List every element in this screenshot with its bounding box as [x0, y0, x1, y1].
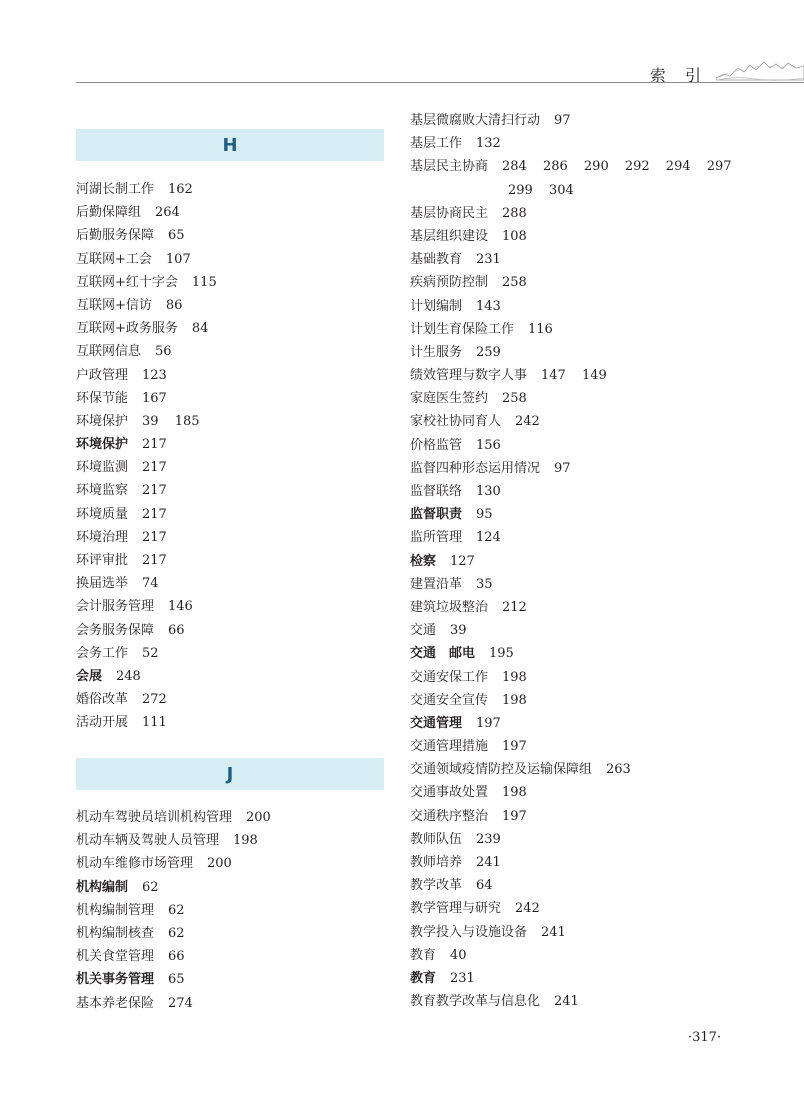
index-term: 交通: [410, 623, 437, 639]
index-page-numbers: 86: [165, 297, 183, 313]
index-page-numbers: 217: [142, 506, 167, 522]
index-page-numbers: 274: [168, 995, 193, 1011]
index-entry: [410, 480, 740, 503]
index-entry: [76, 992, 384, 1015]
index-entry: [410, 781, 740, 804]
index-term: 检察: [410, 553, 437, 569]
index-page-numbers: 217: [142, 553, 167, 568]
index-page-numbers: 167: [142, 390, 167, 406]
index-term: 教师队伍: [410, 831, 463, 847]
index-term: 婚俗改革: [76, 692, 129, 708]
index-term: 机动车驾驶员培训机构管理: [76, 810, 233, 825]
index-page-numbers: 288: [502, 205, 527, 221]
index-page-numbers: 127: [450, 553, 475, 569]
index-term: 河湖长制工作: [76, 182, 155, 197]
index-page-numbers: 130: [476, 484, 501, 499]
index-term: 交通 邮电: [410, 646, 476, 662]
index-page-numbers: 66: [168, 622, 185, 638]
index-term: 家校社协同育人: [410, 414, 502, 430]
index-page-numbers: 197: [502, 739, 527, 755]
index-entry: [410, 944, 740, 967]
index-entry: [410, 295, 740, 318]
index-term: 会务工作: [76, 645, 129, 661]
index-entry: [410, 109, 740, 132]
index-entry: [76, 317, 384, 340]
index-entry: [410, 828, 740, 851]
index-list-h: [76, 178, 384, 735]
index-entry: [410, 179, 740, 202]
index-page-numbers: 64: [476, 878, 493, 894]
index-entry: [410, 364, 740, 387]
index-page-numbers: 66: [168, 949, 185, 965]
index-entry: [410, 642, 740, 665]
index-page-numbers: 111: [142, 715, 167, 731]
index-term: 机关食堂管理: [76, 949, 155, 965]
index-term: 基层工作: [410, 136, 463, 152]
index-term: 交通领域疫情防控及运输保障组: [410, 762, 593, 778]
index-page-numbers: 217: [142, 437, 167, 453]
index-entry: [76, 642, 384, 665]
index-page-numbers: 231: [450, 970, 475, 986]
index-entry: [76, 178, 384, 201]
index-page-numbers: 198: [502, 785, 527, 801]
index-entry: [410, 921, 740, 944]
index-page-numbers: 62: [168, 925, 185, 941]
index-page-numbers: 258: [502, 391, 527, 407]
index-entry: [76, 968, 384, 991]
index-term: 建置沿革: [410, 576, 463, 592]
index-term: 教学投入与设施设备: [410, 924, 528, 940]
index-page-numbers: 284 286 290 292 294 297: [502, 159, 732, 175]
index-entry: [410, 596, 740, 619]
index-page-numbers: 241: [554, 994, 579, 1010]
index-entry: [76, 806, 384, 829]
index-page-numbers: 40: [450, 947, 467, 963]
index-entry: [76, 619, 384, 642]
index-term: 监督职责: [410, 507, 463, 523]
index-page-numbers: 200: [246, 810, 271, 825]
index-term: 教育教学改革与信息化: [410, 994, 541, 1010]
index-term: 互联网+红十字会: [76, 274, 178, 290]
running-header-title: 索 引: [649, 66, 708, 85]
index-term: 环境治理: [76, 529, 129, 545]
index-page-numbers: 56: [155, 344, 172, 360]
index-term: 换届选举: [76, 576, 129, 592]
index-page-numbers: 272: [142, 692, 167, 708]
index-term: 环境监察: [76, 483, 129, 499]
index-term: 基层组织建设: [410, 228, 489, 244]
index-entry: [76, 526, 384, 549]
index-entry: [76, 340, 384, 363]
index-term: 会计服务管理: [76, 599, 155, 615]
index-entry: [76, 456, 384, 479]
index-entry: [76, 387, 384, 410]
index-term: 教师培养: [410, 855, 463, 870]
index-entry: [76, 271, 384, 294]
index-entry: [410, 503, 740, 526]
index-term: 环境质量: [76, 506, 129, 522]
index-page-numbers: 147 149: [541, 368, 607, 384]
index-page-numbers: 143: [476, 298, 501, 314]
index-page-numbers: 217: [142, 483, 167, 499]
index-term: 机关事务管理: [76, 972, 155, 988]
index-page-numbers: 258: [502, 275, 527, 291]
index-term: 环境监测: [76, 460, 129, 476]
index-page-numbers: 116: [528, 321, 553, 337]
index-list-j-continued: [410, 109, 740, 1013]
index-term: 后勤保障组: [76, 205, 142, 221]
index-page-numbers: 200: [207, 856, 232, 872]
index-page-numbers: 107: [165, 251, 191, 267]
index-term: 疾病预防控制: [410, 275, 489, 291]
index-page-numbers: 123: [142, 367, 167, 383]
index-page-numbers: 95: [476, 507, 493, 523]
index-term: 教育: [410, 970, 437, 986]
index-term: 家庭医生签约: [410, 391, 489, 407]
index-entry: [410, 318, 740, 341]
index-page-numbers: 124: [476, 530, 501, 546]
index-entry: [410, 387, 740, 410]
index-term: 互联网信息: [76, 344, 142, 360]
index-entry: [410, 434, 740, 457]
index-page-numbers: 84: [191, 321, 209, 337]
index-entry: [410, 271, 740, 294]
index-entry: [410, 712, 740, 735]
index-term: 户政管理: [76, 367, 129, 383]
index-page-numbers: 299 304: [508, 182, 574, 198]
index-term: 后勤服务保障: [76, 228, 155, 244]
index-entry: [76, 479, 384, 502]
index-page-numbers: 195: [489, 646, 514, 662]
index-term: 计划生育保险工作: [410, 321, 515, 337]
index-entry: [410, 132, 740, 155]
index-page-numbers: 97: [554, 460, 571, 476]
index-term: 环境保护: [76, 413, 129, 429]
index-term: 交通安全宣传: [410, 692, 489, 708]
index-entry: [410, 666, 740, 689]
index-entry: [76, 899, 384, 922]
header-divider: [76, 82, 804, 83]
index-term: 教育: [410, 947, 437, 963]
index-term: 会展: [76, 668, 103, 684]
index-term: 互联网+工会: [76, 251, 152, 267]
index-term: 交通事故处置: [410, 785, 489, 801]
index-entry: [410, 550, 740, 573]
index-entry: [76, 595, 384, 618]
index-term: 会务服务保障: [76, 622, 155, 638]
index-page-numbers: 212: [502, 599, 527, 615]
index-term: 交通管理措施: [410, 739, 489, 755]
section-header-h: H: [76, 129, 384, 161]
index-term: 机构编制管理: [76, 902, 155, 918]
index-term: 环保节能: [76, 390, 129, 406]
index-page-numbers: 217: [142, 529, 167, 545]
index-term: 互联网+信访: [76, 297, 152, 313]
index-page-numbers: 162: [168, 182, 193, 197]
index-page-numbers: 156: [476, 437, 501, 453]
index-term: 交通管理: [410, 715, 463, 731]
index-page-numbers: 62: [142, 879, 159, 895]
index-entry: [410, 248, 740, 271]
index-entry: [76, 294, 384, 317]
index-entry: [410, 874, 740, 897]
index-term: 基层协商民主: [410, 205, 489, 221]
index-entry: [410, 202, 740, 225]
index-term: 教学管理与研究: [410, 901, 502, 917]
index-page-numbers: 108: [502, 228, 527, 244]
index-page-numbers: 62: [168, 902, 185, 918]
index-entry: [76, 364, 384, 387]
index-page-numbers: 264: [155, 205, 180, 221]
index-page-numbers: 242: [515, 414, 540, 430]
index-term: 基层微腐败大清扫行动: [410, 113, 541, 128]
index-entry: [410, 341, 740, 364]
page-number: ·317·: [688, 1030, 722, 1045]
index-term: 基层民主协商: [410, 159, 489, 175]
index-term: 监所管理: [410, 530, 463, 546]
index-page-numbers: 242: [515, 901, 540, 917]
section-header-j: J: [76, 758, 384, 790]
index-page-numbers: 197: [476, 715, 501, 731]
index-term: 监督四种形态运用情况: [410, 460, 541, 476]
index-page-numbers: 259: [476, 344, 501, 360]
index-entry: [410, 225, 740, 248]
index-page-numbers: 198: [233, 833, 258, 849]
index-entry: [410, 619, 740, 642]
index-page-numbers: 198: [502, 692, 527, 708]
index-term: 监督联络: [410, 484, 463, 499]
index-term: 互联网+政务服务: [76, 321, 178, 337]
index-term: 计生服务: [410, 344, 463, 360]
index-entry: [410, 410, 740, 433]
index-entry: [76, 549, 384, 572]
index-page-numbers: 39: [450, 623, 467, 639]
index-entry: [410, 758, 740, 781]
index-term: 建筑垃圾整治: [410, 599, 489, 615]
index-entry: [410, 805, 740, 828]
index-list-j: [76, 806, 384, 1015]
index-page-numbers: 35: [476, 576, 493, 592]
index-entry: [76, 922, 384, 945]
index-entry: [76, 433, 384, 456]
index-page-numbers: 231: [476, 252, 501, 268]
index-page-numbers: 239: [476, 831, 501, 847]
index-entry: [410, 457, 740, 480]
landscape-decoration-icon: [716, 56, 804, 84]
index-entry: [76, 829, 384, 852]
index-entry: [76, 665, 384, 688]
index-term: 机构编制核查: [76, 925, 155, 941]
index-page-numbers: 52: [142, 645, 159, 661]
index-page-numbers: 217: [142, 460, 167, 476]
index-term: 机动车辆及驾驶人员管理: [76, 833, 220, 849]
index-page-numbers: 146: [168, 599, 193, 615]
index-term: 教学改革: [410, 878, 463, 894]
index-entry: [410, 851, 740, 874]
index-entry: [410, 735, 740, 758]
index-page-numbers: 65: [168, 228, 185, 244]
index-term: 环评审批: [76, 553, 129, 568]
index-term: 活动开展: [76, 715, 129, 731]
index-page-numbers: 263: [606, 762, 631, 778]
index-page-numbers: 39 185: [142, 413, 200, 429]
index-page-numbers: 197: [502, 808, 527, 824]
index-entry: [410, 526, 740, 549]
index-page-numbers: 65: [168, 972, 185, 988]
index-term: 机构编制: [76, 879, 129, 895]
index-entry: [76, 945, 384, 968]
index-page-numbers: 198: [502, 669, 527, 685]
index-entry: [410, 689, 740, 712]
index-entry: [76, 688, 384, 711]
index-term: 绩效管理与数字人事: [410, 368, 528, 384]
index-entry: [76, 503, 384, 526]
index-entry: [76, 711, 384, 734]
index-page-numbers: 97: [554, 113, 571, 128]
index-page-numbers: 241: [541, 924, 566, 940]
index-entry: [76, 248, 384, 271]
index-page-numbers: 115: [191, 274, 217, 290]
index-page-numbers: 74: [142, 576, 159, 592]
index-entry: [410, 155, 740, 178]
index-term: 基础教育: [410, 252, 463, 268]
index-entry: [76, 572, 384, 595]
index-entry: [76, 410, 384, 433]
index-term: 环境保护: [76, 437, 129, 453]
index-page-numbers: 132: [476, 136, 501, 152]
index-term: 交通秩序整治: [410, 808, 489, 824]
index-entry: [410, 897, 740, 920]
index-entry: [76, 201, 384, 224]
index-page-numbers: 248: [116, 668, 141, 684]
index-entry: [410, 573, 740, 596]
index-entry: [76, 852, 384, 875]
index-term: 机动车维修市场管理: [76, 856, 194, 872]
index-term: 计划编制: [410, 298, 463, 314]
index-entry: [410, 990, 740, 1013]
index-page-numbers: 241: [476, 855, 501, 870]
index-entry: [76, 224, 384, 247]
index-term: 交通安保工作: [410, 669, 489, 685]
index-entry: [76, 876, 384, 899]
index-term: 基本养老保险: [76, 995, 155, 1011]
index-term: 价格监管: [410, 437, 463, 453]
index-entry: [410, 967, 740, 990]
